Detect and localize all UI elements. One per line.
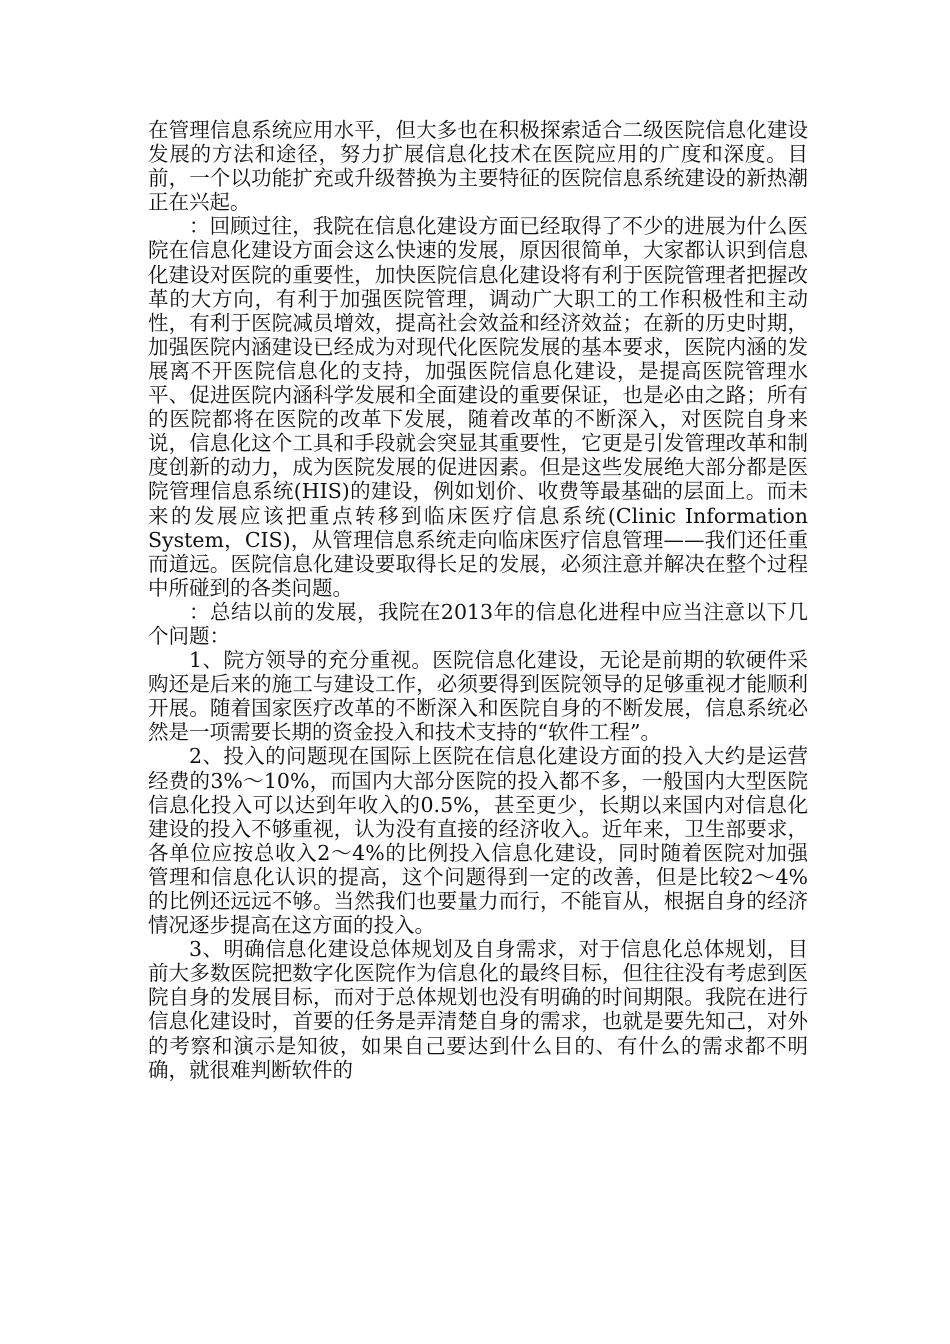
paragraph-5: 2、投入的问题现在国际上医院在信息化建设方面的投入大约是运营经费的3%～10%，而国内大部分医院的投入都不多，一般国内大型医院信息化投入可以达到年收入的0.5%，甚至更少，长期以来国内对信息化建设的投入不够重视，认为没有直接的经济收入。近年来，卫生部要求，各单位应按总收入2～4%的比例投入信息化建设，同时随着医院对加强管理和信息化认识的提高，这个问题得到一定的改善，但是比较2～4%的比例还远远不够。当然我们也要量力而行，不能盲从，根据自身的经济情况逐步提高在这方面的投入。 (148, 744, 808, 938)
paragraph-4: 1、院方领导的充分重视。医院信息化建设，无论是前期的软硬件采购还是后来的施工与建设工作，必须要得到医院领导的足够重视才能顺利开展。随着国家医疗改革的不断深入和医院自身的不断发展，信息系统必然是一项需要长期的资金投入和技术支持的“软件工程”。 (148, 648, 808, 745)
paragraph-3: ：总结以前的发展，我院在2013年的信息化进程中应当注意以下几个问题： (148, 599, 808, 648)
paragraph-1: 在管理信息系统应用水平，但大多也在积极探索适合二级医院信息化建设发展的方法和途径，努力扩展信息化技术在医院应用的广度和深度。目前，一个以功能扩充或升级替换为主要特征的医院信息系统建设的新热潮正在兴起。 (148, 118, 808, 215)
paragraph-6: 3、明确信息化建设总体规划及自身需求，对于信息化总体规划，目前大多数医院把数字化医院作为信息化的最终目标，但往往没有考虑到医院自身的发展目标，而对于总体规划也没有明确的时间期限。我院在进行信息化建设时，首要的任务是弄清楚自身的需求，也就是要先知己，对外的考察和演示是知彼，如果自己要达到什么目的、有什么的需求都不明确，就很难判断软件的 (148, 937, 808, 1082)
paragraph-2: ：回顾过往，我院在信息化建设方面已经取得了不少的进展为什么医院在信息化建设方面会这么快速的发展，原因很简单，大家都认识到信息化建设对医院的重要性，加快医院信息化建设将有利于医院管理者把握改革的大方向，有利于加强医院管理，调动广大职工的工作积极性和主动性，有利于医院减员增效，提高社会效益和经济效益；在新的历史时期，加强医院内涵建设已经成为对现代化医院发展的基本要求，医院内涵的发展离不开医院信息化的支持，加强医院信息化建设，是提高医院管理水平、促进医院内涵科学发展和全面建设的重要保证，也是必由之路；所有的医院都将在医院的改革下发展，随着改革的不断深入，对医院自身来说，信息化这个工具和手段就会突显其重要性，它更是引发管理改革和制度创新的动力，成为医院发展的促进因素。但是这些发展绝大部分都是医院管理信息系统(HIS)的建设，例如划价、收费等最基础的层面上。而未来的发展应该把重点转移到临床医疗信息系统(Clinic Information System，CIS)，从管理信息系统走向临床医疗信息管理——我们还任重而道远。医院信息化建设要取得长足的发展，必须注意并解决在整个过程中所碰到的各类问题。 (148, 214, 808, 600)
document-page (148, 118, 808, 1082)
